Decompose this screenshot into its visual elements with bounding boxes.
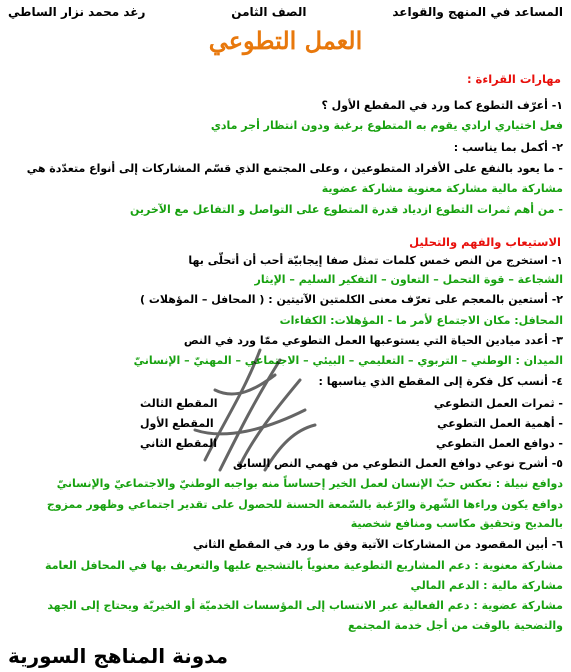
footer-blog-name: مدونة المناهج السورية <box>8 644 229 668</box>
question-a6: ٦- أبين المقصود من المشاركات الآتية وفق ما ورد في المقطع الثاني <box>193 538 563 551</box>
section-heading-reading: مهارات القراءة : <box>466 72 561 86</box>
answer-1: فعل اختياري ارادي يقوم به المتطوع برغبة ودون انتظار أجر مادي <box>210 119 563 132</box>
answer-a6a: مشاركة معنوية : دعم المشاريع التطوعية معنوياً بالتشجيع عليها والتعريف بها في المحافل العامة <box>45 559 563 572</box>
answer-a6b: مشاركة مالية : الدعم المالي <box>410 579 563 592</box>
question-a3: ٣- أعدد ميادين الحياة التي يستوعبها العمل التطوعي ممّا ورد في النص <box>183 334 563 347</box>
match-row-2 <box>140 416 563 431</box>
answer-a2: المحافل: مكان الاجتماع لأمر ما - المؤهلات: الكفاءات <box>279 314 563 327</box>
page-header <box>8 3 563 21</box>
match-idea-2: - أهمية العمل التطوعي <box>437 417 563 430</box>
answer-a5a: دوافع نبيلة : تعكس حبّ الإنسان لعمل الخير إحساساً منه بواجبه الوطنيّ والاجتماعيّ والإنسانيّ <box>56 477 563 490</box>
answer-2a: مشاركة مالية مشاركة معنوية مشاركة عضوية <box>321 182 563 195</box>
match-section-1: المقطع الثالث <box>140 397 218 410</box>
question-2-prompt: - ما يعود بالنفع على الأفراد المتطوعين ، وعلى المجتمع الذي قسّم المشاركات إلى أنواع متعدّدة هي <box>26 162 563 175</box>
question-2: ٢- أكمل بما يناسب : <box>453 141 563 154</box>
question-a4: ٤- أنسب كل فكرة إلى المقطع الذي يناسبها : <box>318 375 563 388</box>
author-label: رغد محمد نزار الساطي <box>8 5 146 19</box>
question-a2: ٢- أستعين بالمعجم على تعرّف معنى الكلمتين الآتيتين : ( المحافل – المؤهلات ) <box>139 293 563 306</box>
answer-a5b: دوافع يكون وراءها الشّهرة والرّغبة بالسّمعة الحسنة للحصول على تقدير اجتماعي وظهور ممزوج <box>46 498 563 511</box>
answer-a6d: والتضحية بالوقت من أجل خدمة المجتمع <box>347 619 563 632</box>
match-row-1 <box>140 396 563 411</box>
match-idea-3: - دوافع العمل التطوعي <box>436 437 563 450</box>
match-idea-1: - ثمرات العمل التطوعي <box>433 397 563 410</box>
answer-a6c: مشاركة عضوية : دعم الفعالية عبر الانتساب إلى المؤسسات الخدميّة أو الخيريّة ويحتاج إلى الجهد <box>47 599 563 612</box>
answer-a3: الميدان : الوطني – التربوي – التعليمي – البيئي – الاجتماعي – المهنيّ – الإنسانيّ <box>133 354 563 367</box>
answer-a5c: بالمديح وتحقيق مكاسب ومنافع شخصية <box>350 517 563 530</box>
match-section-2: المقطع الأول <box>140 417 214 430</box>
answer-2b: - من أهم ثمرات التطوع ازدياد قدرة المتطوع على التواصل و التفاعل مع الآخرين <box>129 203 563 216</box>
question-a5: ٥- أشرح نوعي دوافع العمل التطوعي من فهمي النص السابق <box>232 457 563 470</box>
match-section-3: المقطع الثاني <box>140 437 218 450</box>
question-1: ١- أعرّف التطوع كما ورد في المقطع الأول ؟ <box>321 99 563 112</box>
grade-label: الصف الثامن <box>231 5 307 19</box>
answer-a1: الشجاعة – قوة التحمل – التعاون – التفكير السليم – الإيثار <box>254 273 563 286</box>
question-a1: ١- استخرج من النص خمس كلمات تمثل صفا إيجابيّة أحب أن أتحلّى بها <box>188 254 563 267</box>
page-title: العمل التطوعي <box>208 26 363 55</box>
subject-label: المساعد في المنهج والقواعد <box>392 5 563 19</box>
match-row-3 <box>140 436 563 451</box>
section-heading-analysis: الاستيعاب والفهم والتحليل <box>409 235 561 249</box>
